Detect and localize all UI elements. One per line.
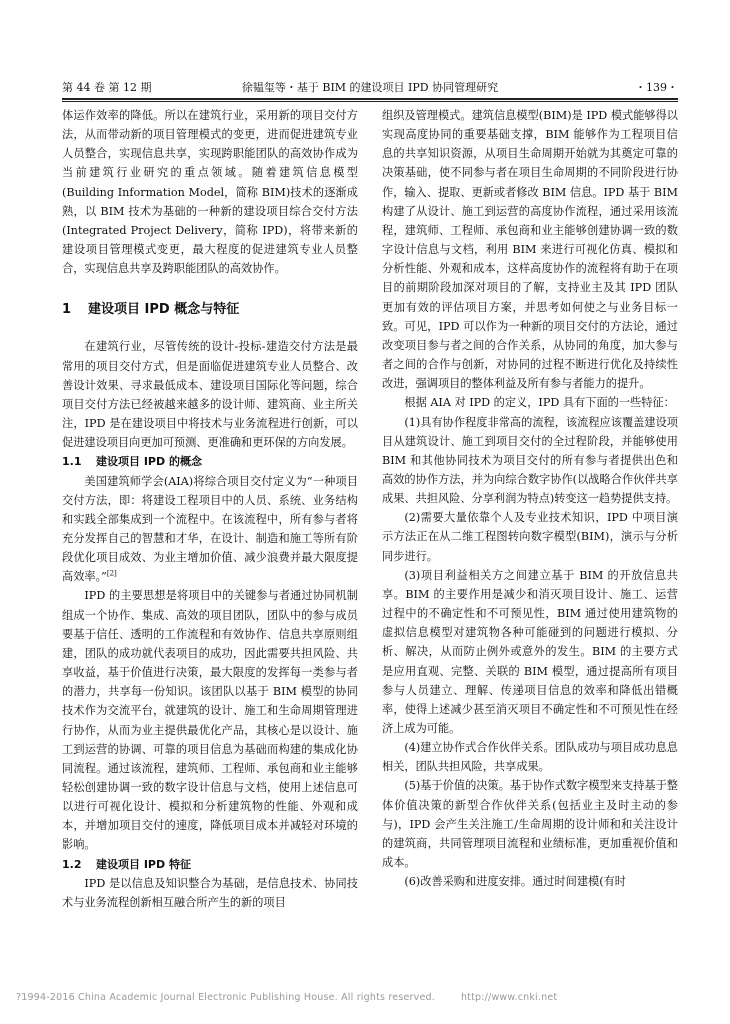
subsection-title: 建设项目 IPD 的概念	[96, 455, 202, 469]
paragraph: IPD 的主要思想是将项目中的关键参与者通过协同机制组成一个协作、集成、高效的项目团队，团队中的参与成员要基于信任、透明的工作流程和有效协作、信息共享原则组建，团队的成功就代表项目的成功，因此需要共担风险、共享收益，基于价值进行决策，最大限度的发挥每一类参与者的潜力，共享每一份知识。该团队以基于 BIM 模型的协同技术作为交流平台，就建筑的设计、施工和生命周期管理进行协作，从而为业主提供最优化产品，其核心是以设计、施工到运营的协调、可靠的项目信息为基础而构建的集成化协同流程。通过该流程，建筑师、工程师、承包商和业主能够轻松创建协调一致的数字设计信息与文档，使用上述信息可以进行可视化设计、模拟和分析建筑物的性能、外观和成本，并增加项目交付的速度，降低项目成本并减轻对环境的影响。	[62, 589, 358, 852]
copyright-text: ?1994-2016 China Academic Journal Electronic Publishing House. All rights reserved.	[16, 992, 435, 1003]
subsection-heading-1-1	[62, 452, 358, 471]
section-title: 建设项目 IPD 概念与特征	[88, 302, 240, 318]
header-rule-thick	[62, 98, 678, 100]
paragraph: 组织及管理模式。建筑信息模型(BIM)是 IPD 模式能够得以实现高度协同的重要基础支撑，BIM 能够作为工程项目信息的共享知识资源，从项目生命周期开始就为其奠定可靠的决策基础，使不同参与者在项目生命周期的不同阶段进行协作，输入、提取、更新或者修改 BIM 信息。IPD 基于 BIM 构建了从设计、施工到运营的高度协作流程，通过采用该流程，建筑师、工程师、承包商和业主能够创建协调一致的数字设计信息与文档，利用 BIM 来进行可视化仿真、模拟和分析性能、外观和成本，这样高度协作的流程将有助于在项目的前期阶段加深对项目的了解，支持业主及其 IPD 团队更加有效的评估项目方案，并思考如何使之与业务目标一致。可见，IPD 可以作为一种新的项目交付的方法论，通过改变项目参与者之间的合作关系，从协同的角度，加大参与者之间的合作与创新，对协同的过程不断进行优化及持续性改进，强调项目的整体利益及所有参与者能力的提升。	[382, 109, 678, 391]
left-column	[62, 106, 358, 986]
section-heading-1	[62, 300, 358, 320]
issue-info: 第 44 卷 第 12 期	[62, 81, 152, 94]
page-footer	[16, 992, 716, 1003]
feature-item-1: (1)具有协作程度非常高的流程，该流程应该覆盖建设项目从建筑设计、施工到项目交付的全过程阶段，并能够使用 BIM 和其他协同技术为项目交付的所有参与者提供出色和高效的协作方法，并为向综合数字协作(以战略合作伙伴共享成果、共担风险、分享利润为特点)转变这一趋势提供支持。	[382, 415, 678, 506]
feature-item-6: (6)改善采购和进度安排。通过时间建模(有时	[404, 875, 626, 889]
feature-item-3: (3)项目利益相关方之间建立基于 BIM 的开放信息共享。BIM 的主要作用是减少和消灭项目设计、施工、运营过程中的不确定性和不可预见性，BIM 通过使用建筑物的虚拟信息模型对建筑物各种可能碰到的问题进行模拟、分析、解决，从而防止例外或意外的发生。BIM 的主要方式是应用直观、完整、关联的 BIM 模型，通过提高所有项目参与人员建立、理解、传递项目信息的效率和降低出错概率，使得上述减少甚至消灭项目不确定性和不可预见性在经济上成为可能。	[382, 568, 678, 735]
feature-item-5: (5)基于价值的决策。基于协作式数字模型来支持基于整体价值决策的新型合作伙伴关系(包括业主及时主动的参与)，IPD 会产生关注施工/生命周期的设计师和和关注设计的建筑商，共同管理项目流程和业绩标准，更加重视价值和成本。	[382, 779, 678, 870]
subsection-number: 1.1	[62, 455, 82, 469]
page-number: ・139・	[635, 81, 678, 94]
header-rule-thin	[62, 101, 678, 102]
running-title: 徐韫玺等・基于 BIM 的建设项目 IPD 协同管理研究	[241, 81, 499, 94]
right-column	[382, 106, 678, 986]
subsection-title: 建设项目 IPD 特征	[96, 857, 191, 871]
subsection-number: 1.2	[62, 857, 82, 871]
footer-link[interactable]: http://www.cnki.net	[460, 992, 558, 1003]
paragraph: IPD 是以信息及知识整合为基础，是信息技术、协同技术与业务流程创新相互融合所产生的新的项目	[62, 876, 358, 909]
subsection-heading-1-2	[62, 855, 358, 874]
feature-item-4: (4)建立协作式合作伙伴关系。团队成功与项目成功息息相关，团队共担风险，共享成果。	[382, 741, 678, 774]
paragraph: 根据 AIA 对 IPD 的定义，IPD 具有下面的一些特征：	[404, 396, 675, 410]
paragraph: 体运作效率的降低。所以在建筑行业，采用新的项目交付方法，从而带动新的项目管理模式的变更，进而促进建筑专业人员整合，实现信息共享，实现跨职能团队的高效协作成为当前建筑行业研究的重点领域。随着建筑信息模型(Building Information Model，简称 BIM)技术的逐渐成熟，以 BIM 技术为基础的一种新的建设项目综合交付方法(Integrated Project Delivery，简称 IPD)，将带来新的建设项目管理模式变更，最大程度的促进建筑专业人员整合，实现信息共享及跨职能团队的高效协作。	[62, 109, 358, 276]
citation-ref[interactable]: [2]	[106, 569, 117, 578]
paragraph-text: 美国建筑师学会(AIA)将综合项目交付定义为“一种项目交付方法，即：将建设工程项目中的人员、系统、业务结构和实践全部集成到一个流程中。在该流程中，所有参与者将充分发挥自己的智慧和才华，在设计、制造和施工等所有阶段优化项目成效、为业主增加价值、减少浪费并最大限度提高效率。”	[62, 474, 358, 584]
feature-item-2: (2)需要大量依靠个人及专业技术知识，IPD 中项目演示方法正在从二维工程图转向数字模型(BIM)，演示与分析同步进行。	[382, 511, 678, 563]
paragraph: 在建筑行业，尽管传统的设计-投标-建造交付方法是最常用的项目交付方式，但是面临促进建筑专业人员整合、改善设计效果、寻求最低成本、建设项目国际化等问题，综合项目交付方法已经被越来越多的设计师、建筑商、业主所关注，IPD 是在建设项目中将技术与业务流程进行创新，可以促进建设项目向更加可预测、更准确和更环保的方向发展。	[62, 340, 358, 450]
running-header	[62, 78, 678, 98]
section-number: 1	[62, 302, 72, 318]
paragraph-with-citation	[62, 472, 358, 587]
